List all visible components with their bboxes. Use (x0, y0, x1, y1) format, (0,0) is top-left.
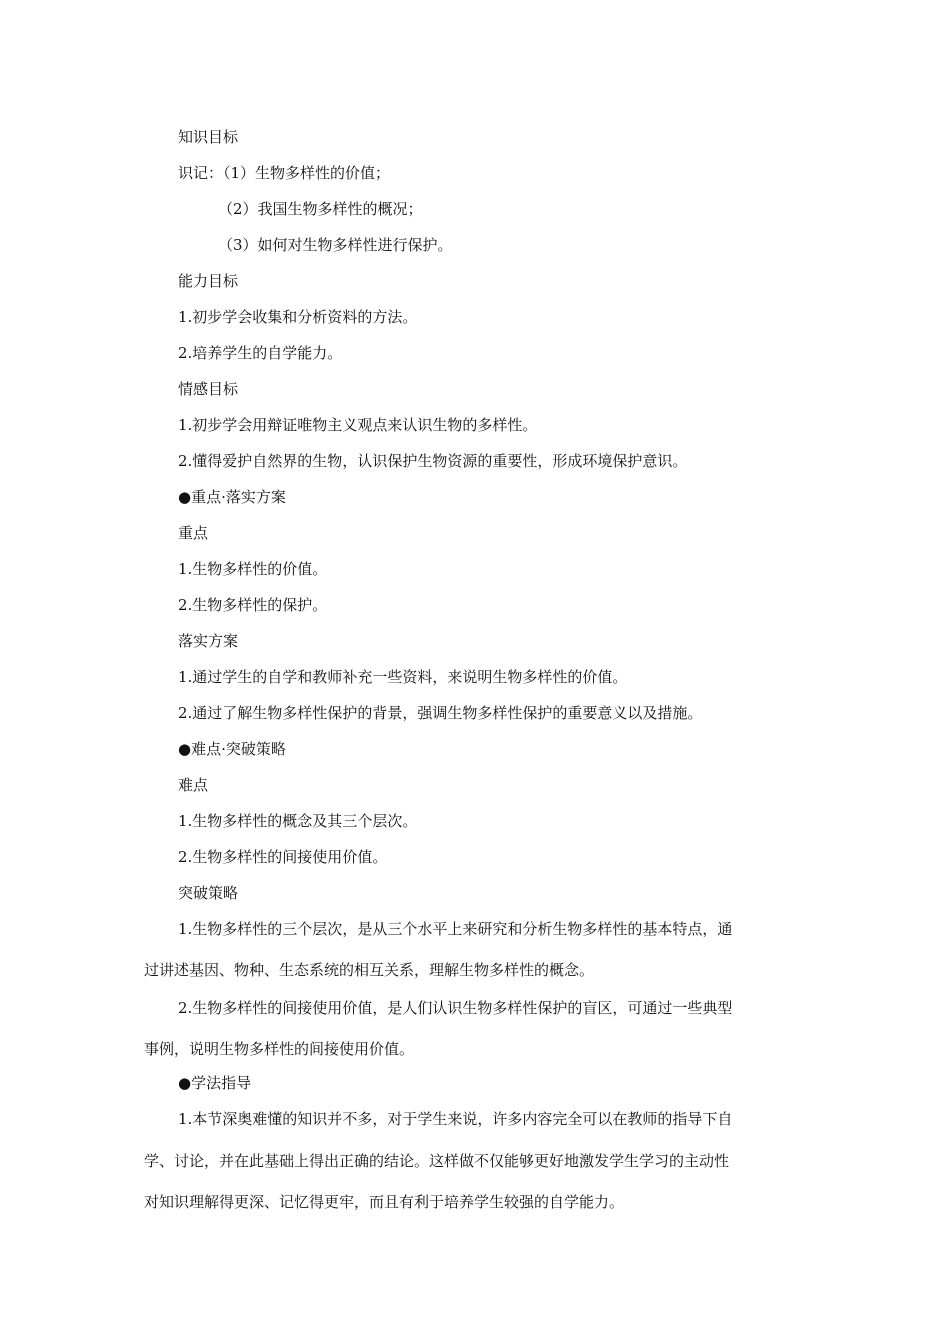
heading-difficulties: 难点 (178, 776, 209, 794)
heading-ability-goal: 能力目标 (178, 272, 239, 290)
text-line: 对知识理解得更深、记忆得更牢，而且有利于培养学生较强的自学能力。 (144, 1193, 625, 1211)
text-line: 1.生物多样性的三个层次，是从三个水平上来研究和分析生物多样性的基本特点，通 (178, 920, 733, 938)
section-heading-key-points: ●重点·落实方案 (178, 488, 286, 506)
heading-strategy: 突破策略 (178, 884, 239, 902)
text-line: 1.通过学生的自学和教师补充一些资料，来说明生物多样性的价值。 (178, 668, 628, 686)
text-line: 2.培养学生的自学能力。 (178, 344, 343, 362)
text-line: 2.生物多样性的间接使用价值。 (178, 848, 388, 866)
text-line: 事例，说明生物多样性的间接使用价值。 (144, 1040, 415, 1058)
text-line: 学、讨论，并在此基础上得出正确的结论。这样做不仅能够更好地激发学生学习的主动性 (144, 1152, 730, 1170)
text-line: 2.生物多样性的保护。 (178, 596, 328, 614)
text-line: 1.初步学会收集和分析资料的方法。 (178, 308, 418, 326)
text-line: 1.生物多样性的价值。 (178, 560, 328, 578)
text-line: 1.本节深奥难懂的知识并不多，对于学生来说，许多内容完全可以在教师的指导下自 (178, 1110, 733, 1128)
text-line: （3）如何对生物多样性进行保护。 (218, 236, 453, 254)
heading-emotion-goal: 情感目标 (178, 380, 239, 398)
heading-implementation: 落实方案 (178, 632, 239, 650)
text-line: 2.通过了解生物多样性保护的背景，强调生物多样性保护的重要意义以及措施。 (178, 704, 703, 722)
text-line: 1.初步学会用辩证唯物主义观点来认识生物的多样性。 (178, 416, 538, 434)
heading-key-points: 重点 (178, 524, 209, 542)
text-line: 过讲述基因、物种、生态系统的相互关系，理解生物多样性的概念。 (144, 961, 595, 979)
text-line: 识记：（1）生物多样性的价值； (178, 164, 391, 182)
text-line: （2）我国生物多样性的概况； (218, 200, 423, 218)
text-line: 2.生物多样性的间接使用价值，是人们认识生物多样性保护的盲区，可通过一些典型 (178, 999, 733, 1017)
heading-knowledge-goal: 知识目标 (178, 128, 239, 146)
text-line: 2.懂得爱护自然界的生物，认识保护生物资源的重要性，形成环境保护意识。 (178, 452, 688, 470)
text-line: 1.生物多样性的概念及其三个层次。 (178, 812, 418, 830)
section-heading-study-guide: ●学法指导 (178, 1074, 252, 1092)
section-heading-difficulties: ●难点·突破策略 (178, 740, 286, 758)
